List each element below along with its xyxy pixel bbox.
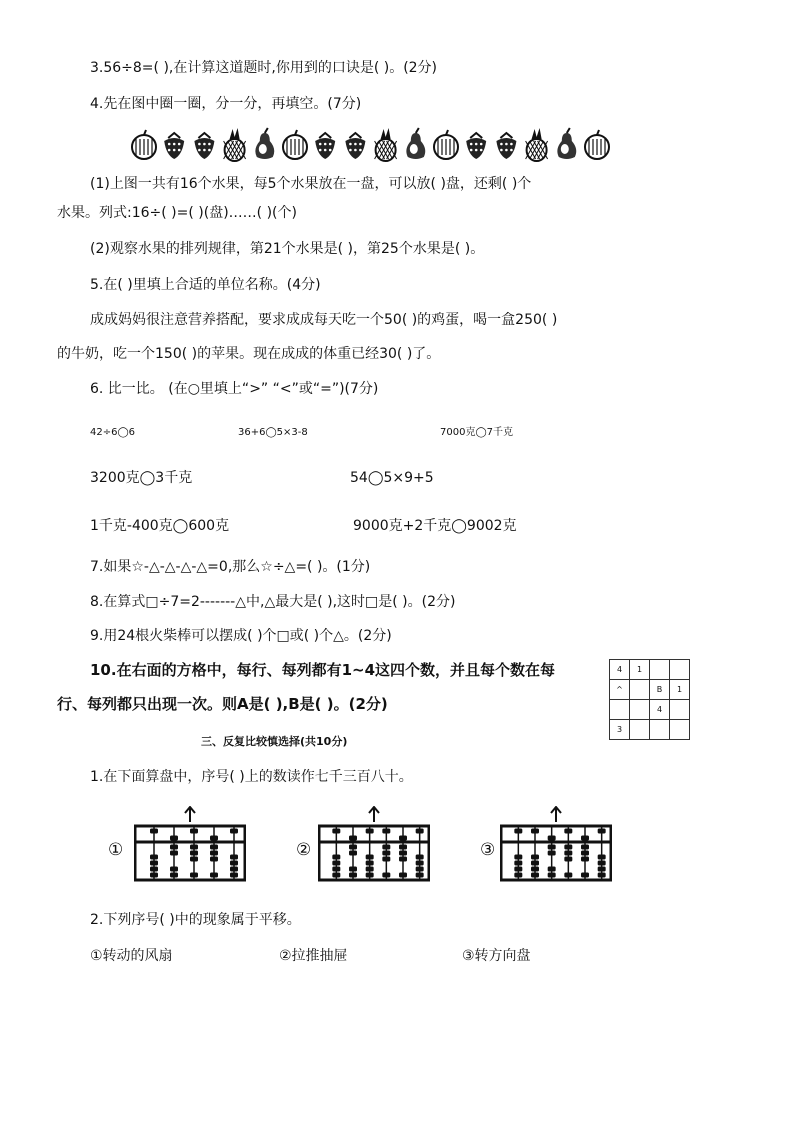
abacus-frame [501, 826, 611, 880]
abacus-bead [382, 845, 390, 850]
pineapple-icon [526, 128, 548, 161]
pear-icon [255, 128, 274, 159]
abacus-bead [598, 855, 606, 860]
abacus-bead [210, 851, 218, 856]
q3: 3.56÷8=( ),在计算这道题时,你用到的口诀是( )。(2分) [90, 60, 438, 76]
q4-part1-line2: 水果。列式:16÷( )=( )(盘)……( )(个) [57, 205, 297, 221]
grid-cell [670, 700, 690, 720]
grid-cell: B [650, 680, 670, 700]
q6-item-6: 1千克-400克◯600克 [90, 518, 230, 534]
abacus-bead [416, 855, 424, 860]
abacus-bead [581, 851, 589, 856]
abacus-bead [564, 845, 572, 850]
abacus-bead [581, 873, 589, 878]
q10-line2: 行、每列都只出现一次。则A是( ),B是( )。(2分) [57, 695, 388, 713]
abacus-bead [548, 873, 556, 878]
grid-cell: 3 [610, 720, 630, 740]
abacus-bead [210, 845, 218, 850]
abacus-bead [531, 829, 539, 834]
abacus-bead [349, 867, 357, 872]
q8: 8.在算式□÷7=2-------△中,△最大是( ),这时□是( )。(2分) [90, 594, 456, 610]
grid-cell [670, 660, 690, 680]
abacus-bead [150, 873, 158, 878]
grid-cell [630, 680, 650, 700]
abacus-bead [366, 867, 374, 872]
abacus-bead [150, 861, 158, 866]
apple-icon [434, 130, 458, 159]
grid-cell [610, 700, 630, 720]
abacus-bead [531, 867, 539, 872]
q9: 9.用24根火柴棒可以摆成( )个□或( )个△。(2分) [90, 628, 392, 644]
abacus-label-2: ② [296, 840, 312, 860]
abacus-bead [581, 845, 589, 850]
abacus-bead [230, 861, 238, 866]
abacus-bead [598, 861, 606, 866]
q6-title: 6. 比一比。 (在○里填上“>” “<”或“=”)(7分) [90, 381, 379, 397]
strawberry-icon [345, 133, 365, 159]
strawberry-icon [496, 133, 516, 159]
abacus-bead [382, 873, 390, 878]
s3-q2: 2.下列序号( )中的现象属于平移。 [90, 912, 301, 928]
abacus-bead [399, 857, 407, 862]
abacus-bead [210, 873, 218, 878]
abacus-bead [349, 873, 357, 878]
q6-item-5: 54◯5×9+5 [350, 470, 434, 486]
s3-q2-option-1: ①转动的风扇 [90, 948, 173, 964]
abacus-bead [514, 861, 522, 866]
abacus-bead [210, 857, 218, 862]
abacus-bead [531, 855, 539, 860]
abacus-bead [514, 829, 522, 834]
abacus-2 [318, 806, 430, 884]
abacus-bead [382, 829, 390, 834]
abacus-bead [382, 851, 390, 856]
abacus-bead [416, 829, 424, 834]
abacus-bead [366, 861, 374, 866]
abacus-bead [564, 873, 572, 878]
q4-part1-line1: (1)上图一共有16个水果，每5个水果放在一盘，可以放( )盘，还剩( )个 [90, 176, 532, 192]
abacus-bead [230, 867, 238, 872]
abacus-bead [564, 857, 572, 862]
abacus-3 [500, 806, 612, 884]
grid-cell: 4 [650, 700, 670, 720]
pear-icon [406, 128, 425, 159]
abacus-bead [366, 873, 374, 878]
abacus-bead [366, 829, 374, 834]
q5-line1: 成成妈妈很注意营养搭配，要求成成每天吃一个50( )的鸡蛋，喝一盒250( ) [90, 312, 558, 328]
grid-cell [630, 720, 650, 740]
abacus-bead [170, 867, 178, 872]
q7: 7.如果☆-△-△-△-△=0,那么☆÷△=( )。(1分) [90, 559, 371, 575]
abacus-bead [548, 836, 556, 841]
grid-cell: 1 [670, 680, 690, 700]
abacus-bead [514, 867, 522, 872]
abacus-label-3: ③ [480, 840, 496, 860]
q4-part2: (2)观察水果的排列规律，第21个水果是( )，第25个水果是( )。 [90, 241, 485, 257]
abacus-bead [514, 873, 522, 878]
abacus-bead [416, 867, 424, 872]
abacus-bead [170, 836, 178, 841]
grid-cell [650, 660, 670, 680]
abacus-bead [332, 861, 340, 866]
pear-icon [557, 128, 576, 159]
q6-item-4: 3200克◯3千克 [90, 470, 193, 486]
grid-cell: 4 [610, 660, 630, 680]
abacus-bead [349, 836, 357, 841]
abacus-bead [190, 845, 198, 850]
abacus-bead [598, 867, 606, 872]
q6-item-7: 9000克+2千克◯9002克 [353, 518, 517, 534]
pineapple-icon [224, 128, 246, 161]
strawberry-icon [315, 133, 335, 159]
abacus-bead [230, 855, 238, 860]
grid-cell [630, 700, 650, 720]
s3-q2-option-3: ③转方向盘 [462, 948, 531, 964]
section-3-heading: 三、反复比较慎选择(共10分) [201, 735, 348, 748]
abacus-bead [399, 873, 407, 878]
abacus-bead [531, 873, 539, 878]
abacus-bead [190, 873, 198, 878]
abacus-bead [170, 851, 178, 856]
abacus-bead [514, 855, 522, 860]
abacus-bead [230, 873, 238, 878]
abacus-bead [382, 857, 390, 862]
latin-square-grid [609, 659, 690, 740]
abacus-bead [210, 836, 218, 841]
abacus-bead [399, 836, 407, 841]
strawberry-icon [466, 133, 486, 159]
abacus-bead [150, 855, 158, 860]
strawberry-icon [194, 133, 214, 159]
grid-cell [670, 720, 690, 740]
abacus-bead [598, 873, 606, 878]
abacus-bead [150, 867, 158, 872]
abacus-bead [564, 829, 572, 834]
abacus-bead [416, 861, 424, 866]
abacus-bead [548, 845, 556, 850]
abacus-bead [564, 851, 572, 856]
grid-cell: 1 [630, 660, 650, 680]
abacus-bead [332, 873, 340, 878]
abacus-bead [332, 855, 340, 860]
grid-cell: ^ [610, 680, 630, 700]
fruit-sequence-image [130, 127, 630, 163]
abacus-bead [399, 851, 407, 856]
grid-cell [650, 720, 670, 740]
s3-q1: 1.在下面算盘中，序号( )上的数读作七千三百八十。 [90, 769, 413, 785]
s3-q2-option-2: ②拉推抽屉 [279, 948, 348, 964]
q10-line1: 10.在右面的方格中，每行、每列都有1~4这四个数，并且每个数在每 [90, 661, 556, 679]
abacus-label-1: ① [108, 840, 124, 860]
apple-icon [585, 130, 609, 159]
abacus-bead [190, 829, 198, 834]
abacus-bead [190, 851, 198, 856]
abacus-bead [581, 836, 589, 841]
pineapple-icon [375, 128, 397, 161]
abacus-bead [230, 829, 238, 834]
abacus-bead [531, 861, 539, 866]
apple-icon [132, 130, 156, 159]
abacus-bead [170, 845, 178, 850]
abacus-bead [349, 845, 357, 850]
q5-line2: 的牛奶，吃一个150( )的苹果。现在成成的体重已经30( )了。 [57, 346, 441, 362]
abacus-bead [150, 829, 158, 834]
abacus-bead [332, 867, 340, 872]
abacus-bead [366, 855, 374, 860]
abacus-bead [598, 829, 606, 834]
abacus-bead [190, 857, 198, 862]
abacus-bead [399, 845, 407, 850]
q6-item-1: 42÷6◯6 [90, 427, 136, 438]
abacus-1 [134, 806, 246, 884]
strawberry-icon [164, 133, 184, 159]
abacus-bead [170, 873, 178, 878]
abacus-bead [349, 851, 357, 856]
abacus-bead [548, 867, 556, 872]
q6-item-2: 36+6◯5×3-8 [238, 427, 308, 438]
abacus-frame [319, 826, 429, 880]
abacus-bead [581, 857, 589, 862]
abacus-bead [332, 829, 340, 834]
q6-item-3: 7000克◯7千克 [440, 427, 514, 438]
q4-title: 4.先在图中圈一圈，分一分，再填空。(7分) [90, 96, 362, 112]
abacus-bead [416, 873, 424, 878]
q5-title: 5.在( )里填上合适的单位名称。(4分) [90, 277, 321, 293]
apple-icon [283, 130, 307, 159]
abacus-bead [548, 851, 556, 856]
